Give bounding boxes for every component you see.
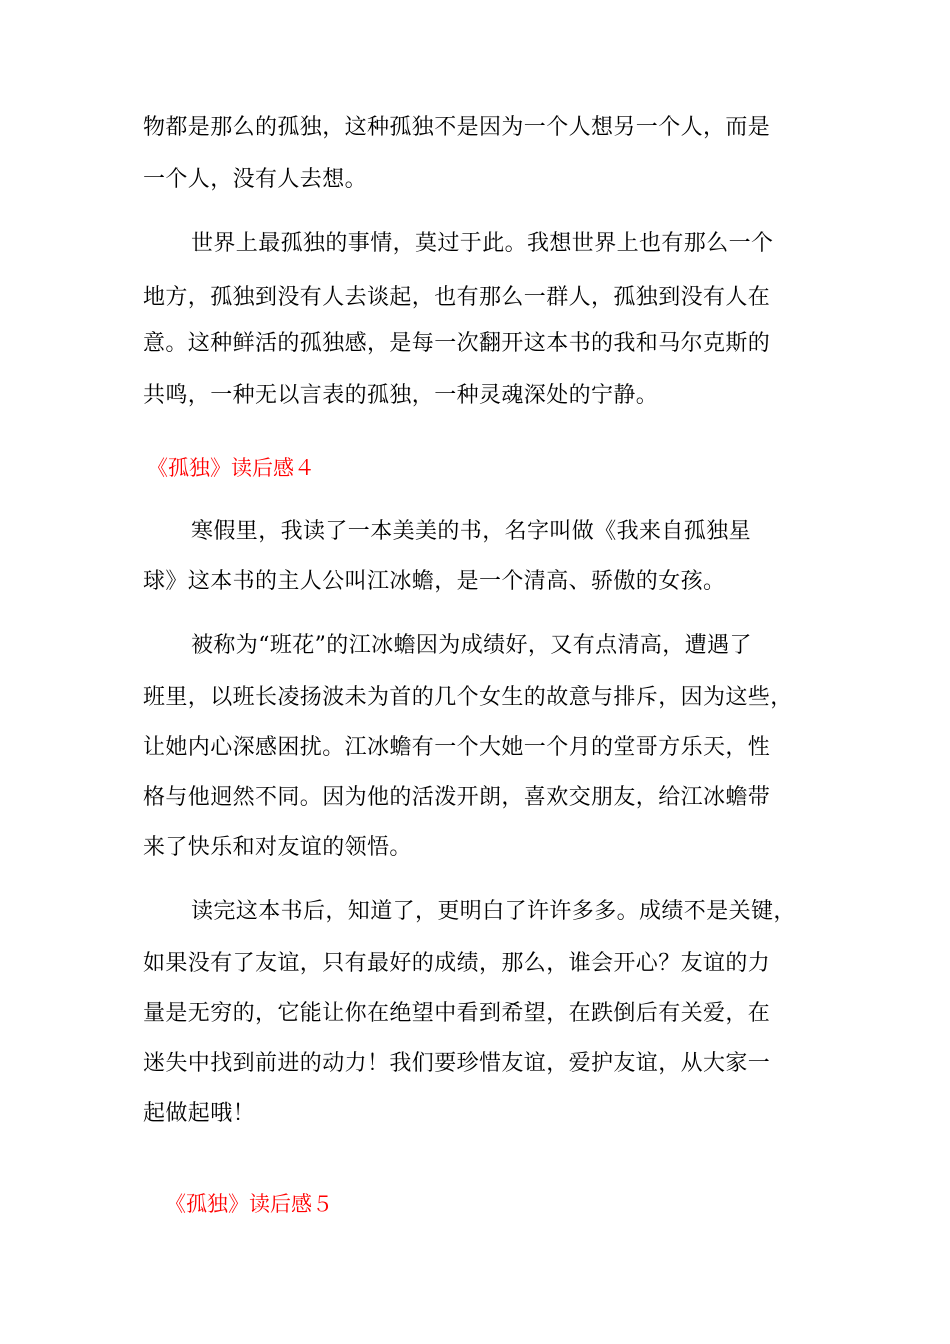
paragraph-line: 如果没有了友谊，只有最好的成绩，那么，谁会开心？友谊的力	[143, 951, 771, 976]
paragraph-line: 寒假里，我读了一本美美的书，名字叫做《我来自孤独星	[191, 519, 752, 544]
paragraph-line: 物都是那么的孤独，这种孤独不是因为一个人想另一个人，而是	[143, 115, 771, 140]
section-heading-5: 《孤独》读后感５	[165, 1192, 333, 1216]
paragraph-line: 量是无穷的，它能让你在绝望中看到希望，在跌倒后有关爱，在	[143, 1001, 771, 1026]
section-heading-4: 《孤独》读后感４	[147, 456, 315, 480]
paragraph-line: 来了快乐和对友谊的领悟。	[143, 835, 412, 860]
paragraph-line: 被称为“班花”的江冰蟾因为成绩好，又有点清高，遭遇了	[191, 633, 752, 658]
paragraph-line: 世界上最孤独的事情，莫过于此。我想世界上也有那么一个	[191, 231, 774, 256]
paragraph-line: 一个人，没有人去想。	[143, 167, 368, 192]
paragraph-line: 意。这种鲜活的孤独感，是每一次翻开这本书的我和马尔克斯的	[143, 331, 771, 356]
paragraph-line: 迷失中找到前进的动力！我们要珍惜友谊，爱护友谊，从大家一	[143, 1051, 771, 1076]
paragraph-line: 让她内心深感困扰。江冰蟾有一个大她一个月的堂哥方乐天，性	[143, 735, 771, 760]
paragraph-line: 起做起哦！	[143, 1101, 256, 1126]
paragraph-line: 球》这本书的主人公叫江冰蟾，是一个清高、骄傲的女孩。	[143, 569, 726, 594]
paragraph-line: 班里，以班长凌扬波未为首的几个女生的故意与排斥，因为这些，	[143, 685, 793, 710]
paragraph-line: 地方，孤独到没有人去谈起，也有那么一群人，孤独到没有人在	[143, 285, 771, 310]
paragraph-line: 格与他迥然不同。因为他的活泼开朗，喜欢交朋友，给江冰蟾带	[143, 785, 771, 810]
paragraph-line: 共鸣，一种无以言表的孤独，一种灵魂深处的宁静。	[143, 383, 659, 408]
paragraph-line: 读完这本书后，知道了，更明白了许许多多。成绩不是关键，	[191, 899, 796, 924]
